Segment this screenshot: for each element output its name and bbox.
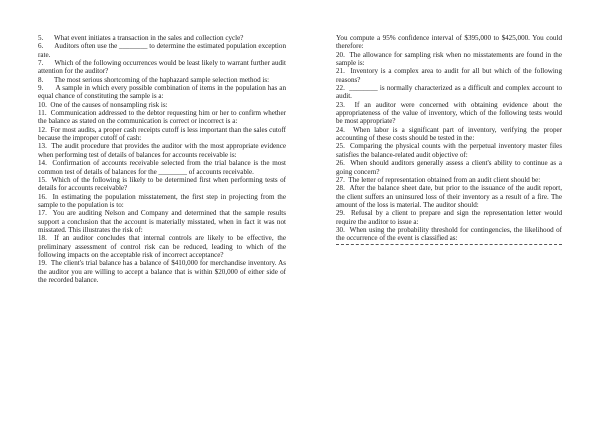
right-column: [336, 34, 562, 245]
question-25: 25. Comparing the physical counts with the perpetual inventory master files satisfies the balance-related audit objective of:: [336, 142, 562, 159]
question-19-continued: You compute a 95% confidence interval of $395,000 to $425,000. You could therefore:: [336, 34, 562, 51]
question-9: 9. A sample in which every possible combination of items in the population has an equal chance of constituting the sample is a:: [38, 84, 286, 101]
question-20: 20. The allowance for sampling risk when no misstatements are found in the sample is:: [336, 50, 562, 68]
question-21: 21. Inventory is a complex area to audit for all but which of the following reasons?: [336, 67, 562, 84]
left-column: [38, 34, 286, 284]
question-5: 5. What event initiates a transaction in the sales and collection cycle?: [38, 34, 244, 42]
question-23: 23. If an auditor were concerned with obtaining evidence about the appropriateness of the value of inventory, which of the following tests would be most appropriate?: [336, 100, 562, 126]
question-11: 11. Communication addressed to the debtor requesting him or her to confirm whether the balance as stated on the communication is correct or incorrect is a:: [38, 109, 286, 126]
question-14: 14. Confirmation of accounts receivable selected from the trial balance is the most common test of details of balances for the ________ of accounts receivable.: [38, 159, 286, 176]
question-22: 22. ________ is normally characterized as a difficult and complex account to audit.: [336, 84, 562, 101]
dashed-separator: [336, 244, 562, 245]
question-18: 18. If an auditor concludes that internal controls are likely to be effective, the preliminary assessment of control risk can be reduced, leading to which of the following impacts on the acceptable risk of incorrect acceptance?: [38, 234, 286, 259]
question-30: 30. When using the probability threshold for contingencies, the likelihood of the occurrence of the event is classified as:: [336, 225, 562, 243]
question-6: 6. Auditors often use the ________ to determine the estimated population exception rate.: [38, 42, 286, 59]
question-15: 15. Which of the following is likely to be determined first when performing tests of details for accounts receivable?: [38, 175, 286, 193]
question-8: 8. The most serious shortcoming of the haphazard sample selection method is:: [38, 75, 270, 84]
question-24: 24. When labor is a significant part of inventory, verifying the proper accounting of these costs should be tested in the:: [336, 125, 562, 143]
question-10: 10. One of the causes of nonsampling risk is:: [38, 100, 168, 109]
question-12: 12. For most audits, a proper cash receipts cutoff is less important than the sales cutoff because the improper cutoff of cash:: [38, 125, 286, 143]
question-29: 29. Refusal by a client to prepare and sign the representation letter would require the auditor to issue a:: [336, 209, 562, 226]
question-19: 19. The client's trial balance has a balance of $410,000 for merchandise inventory. As the auditor you are willing to accept a balance that is within $20,000 of either side of the recorded balance.: [38, 259, 286, 284]
question-7: 7. Which of the following occurrences would be least likely to warrant further audit attention for the auditor?: [38, 59, 286, 76]
question-13: 13. The audit procedure that provides the auditor with the most appropriate evidence when performing test of details of balances for accounts receivable is:: [38, 142, 286, 159]
question-27: 27. The letter of representation obtained from an audit client should be:: [336, 175, 541, 184]
question-17: 17. You are auditing Nelson and Company and determined that the sample results support a conclusion that the account is materially misstated, when in fact it was not misstated. This illustrates the risk of:: [38, 209, 286, 234]
question-16: 16. In estimating the population misstatement, the first step in projecting from the sample to the population is to:: [38, 192, 286, 209]
question-26: 26. When should auditors generally assess a client's ability to continue as a going concern?: [336, 159, 562, 176]
question-28: 28. After the balance sheet date, but prior to the issuance of the audit report, the client suffers an uninsured loss of their inventory as a result of a fire. The amount of the loss is material. The auditor should:: [336, 184, 562, 209]
